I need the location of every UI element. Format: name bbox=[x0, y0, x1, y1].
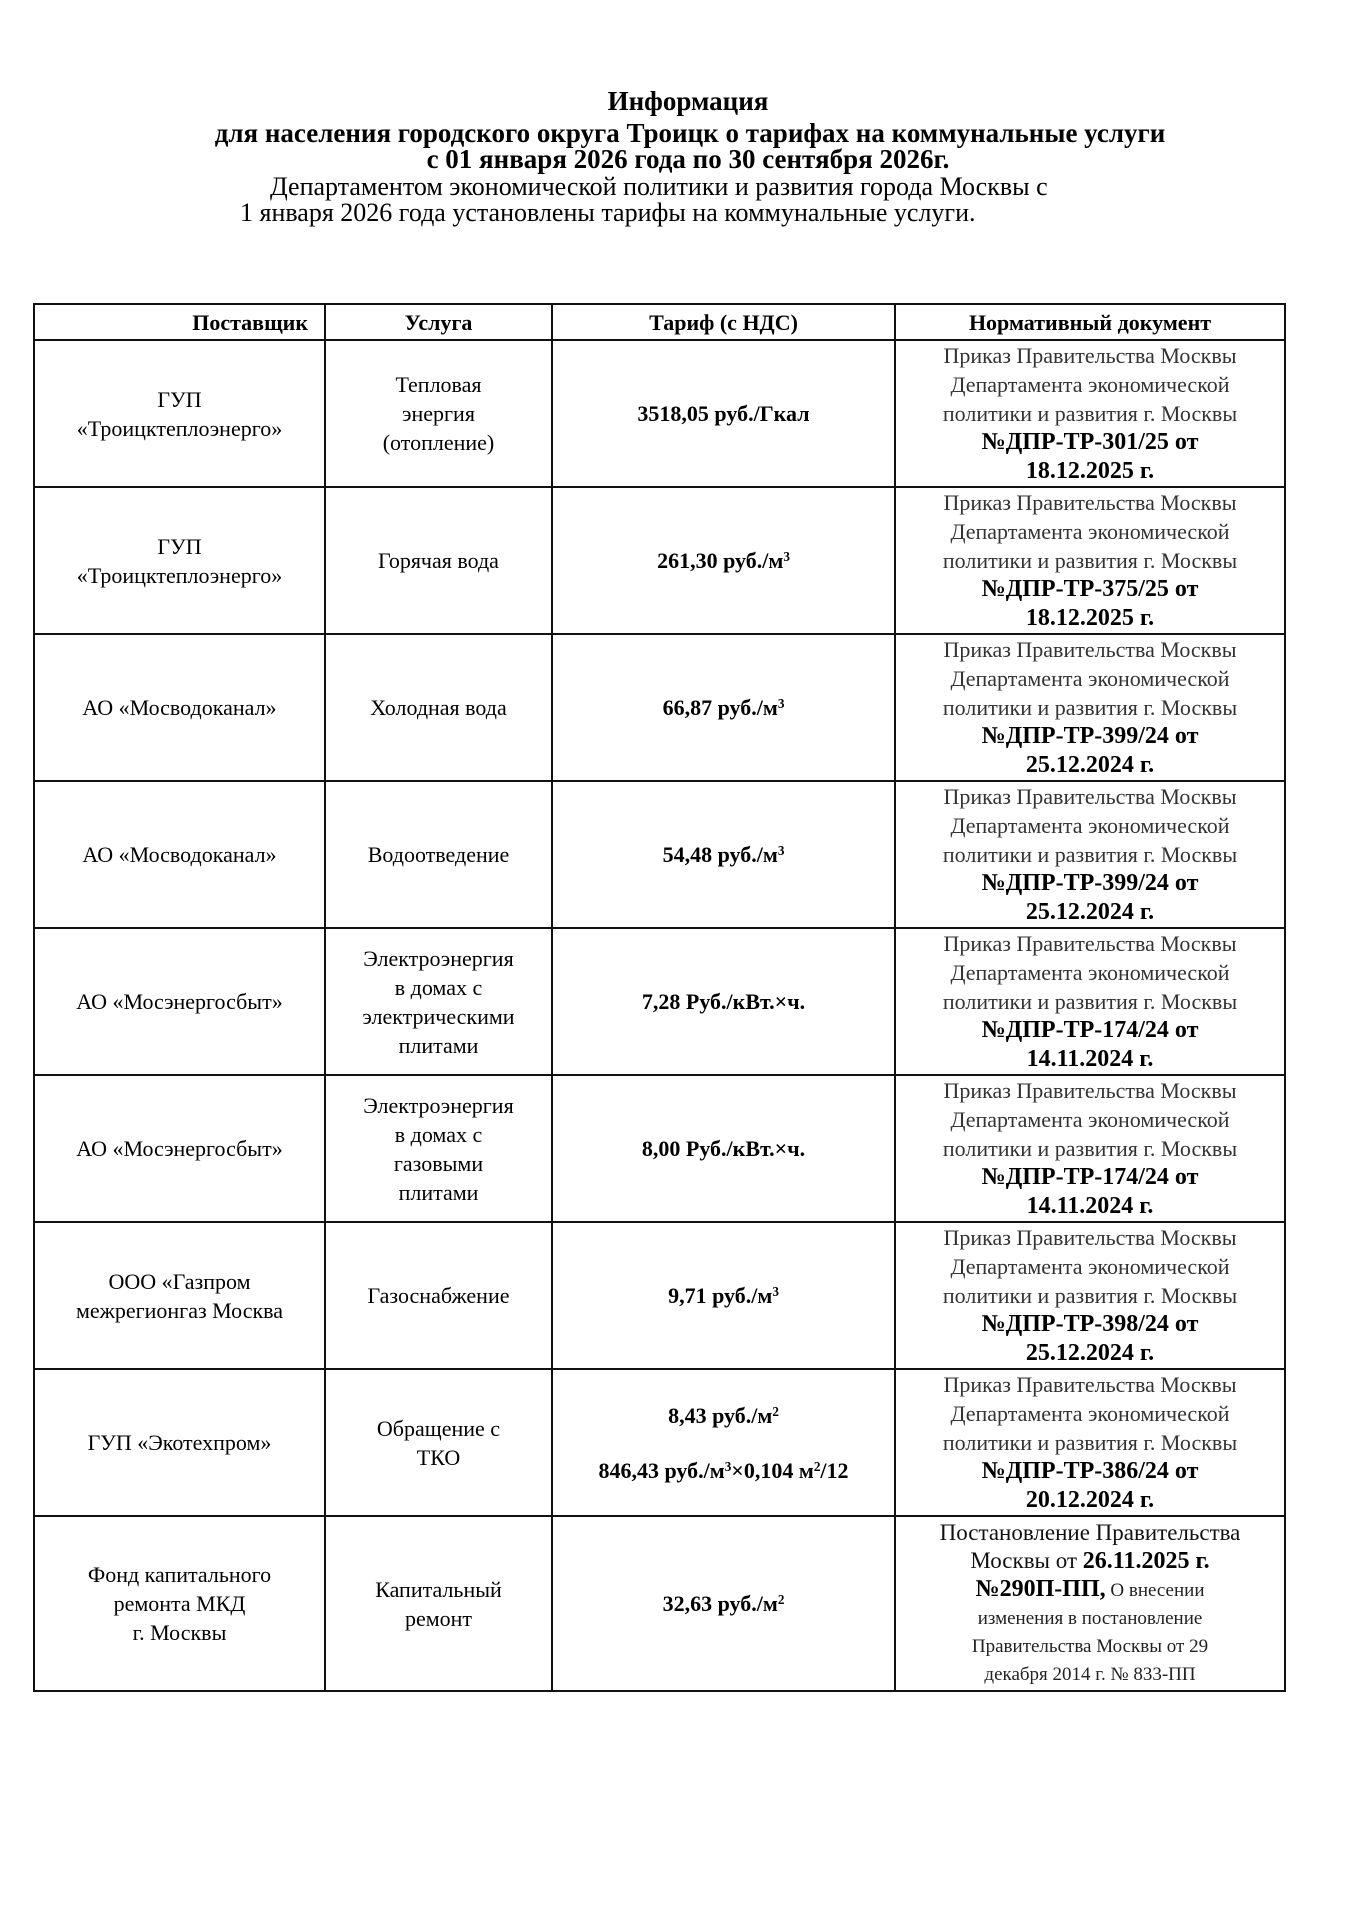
supplier-cell bbox=[34, 928, 325, 1075]
doc-number: №ДПР-ТР-399/24 от bbox=[981, 723, 1199, 749]
doc-issuer-line: политики и развития г. Москвы bbox=[942, 1283, 1238, 1308]
service-line: (отопление) bbox=[382, 430, 495, 455]
service-cell bbox=[325, 340, 552, 487]
table-row bbox=[34, 928, 1285, 1075]
doc-issuer-line: политики и развития г. Москвы bbox=[942, 695, 1238, 720]
tariff-unit-exponent: 3 bbox=[777, 842, 785, 858]
doc-issuer-line: Департамента экономической bbox=[950, 519, 1230, 544]
table-row bbox=[34, 1516, 1285, 1691]
supplier-line: межрегионгаз Москва bbox=[75, 1297, 284, 1323]
service-cell bbox=[325, 928, 552, 1075]
doc-issuer-line: Департамента экономической bbox=[950, 1254, 1230, 1279]
document-cell bbox=[895, 928, 1285, 1075]
doc-number: №ДПР-ТР-386/24 от bbox=[981, 1458, 1199, 1484]
doc-number: №ДПР-ТР-398/24 от bbox=[981, 1311, 1199, 1337]
document-cell bbox=[895, 1222, 1285, 1369]
header-document: Нормативный документ bbox=[895, 304, 1285, 340]
doc-number: №ДПР-ТР-399/24 от bbox=[981, 870, 1199, 896]
doc-date: 18.12.2025 г. bbox=[1025, 605, 1155, 631]
doc-issuer-line: Приказ Правительства Москвы bbox=[943, 490, 1237, 515]
tariff-unit-exponent: 3 bbox=[772, 1283, 779, 1299]
document-cell bbox=[895, 1075, 1285, 1222]
service-line: Электроэнергия bbox=[363, 945, 514, 971]
supplier-cell bbox=[34, 340, 325, 487]
doc-number: №ДПР-ТР-375/25 от bbox=[981, 576, 1199, 602]
tariff-value: 8,00 Руб./кВт.×ч. bbox=[641, 1136, 806, 1161]
tariff-formula: 846,43 $руб./м^3\times 0,104$ $м^2/12$ bbox=[598, 1457, 849, 1483]
supplier-line: ООО «Газпром bbox=[108, 1268, 251, 1294]
doc-line: №290П-ПП, О внесении bbox=[975, 1575, 1205, 1602]
tariff-value: 54,48 $руб./м^3$ bbox=[662, 842, 785, 867]
title-heading: Информация bbox=[607, 86, 769, 116]
tariff-value: 3518,05 руб./Гкал bbox=[637, 401, 810, 426]
supplier-line: АО «Мосводоканал» bbox=[82, 695, 277, 720]
doc-issuer-line: Департамента экономической bbox=[950, 813, 1230, 838]
table-row bbox=[34, 340, 1285, 487]
doc-line: Постановление Правительства bbox=[939, 1519, 1241, 1545]
supplier-line: Фонд капитального bbox=[87, 1562, 272, 1587]
service-line: энергия bbox=[402, 401, 475, 426]
doc-date: 26.11.2025 г. bbox=[1082, 1547, 1210, 1574]
tariff-cell bbox=[552, 781, 895, 928]
service-line: электрическими bbox=[362, 1003, 515, 1029]
doc-date: 14.11.2024 г. bbox=[1026, 1046, 1154, 1072]
tariff-unit-exponent: 3 bbox=[783, 548, 790, 564]
tariff-cell bbox=[552, 1369, 895, 1516]
doc-date: 20.12.2024 г. bbox=[1025, 1487, 1155, 1513]
tariff-unit-exponent: 3 bbox=[777, 695, 785, 711]
doc-issuer-line: Приказ Правительства Москвы bbox=[943, 931, 1237, 956]
intro-line-2: 1 января 2026 года установлены тарифы на коммунальные услуги. bbox=[240, 198, 976, 227]
title-subheading: для населения городского округа Троицк о тарифах на коммунальные услуги bbox=[214, 118, 1166, 148]
doc-date: 25.12.2024 г. bbox=[1025, 752, 1155, 778]
doc-issuer-line: политики и развития г. Москвы bbox=[942, 401, 1238, 426]
doc-line: декабря 2014 г. № 833-ПП bbox=[984, 1663, 1196, 1685]
tariff-value: 8,43 $руб./м^2$ bbox=[668, 1402, 779, 1428]
document-cell bbox=[895, 1516, 1285, 1691]
doc-line: изменения в постановление bbox=[977, 1607, 1203, 1629]
supplier-cell bbox=[34, 1516, 325, 1691]
service-line: газовыми bbox=[393, 1150, 484, 1176]
supplier-cell bbox=[34, 781, 325, 928]
intro-line-1: Департаментом экономической политики и развития города Москвы с bbox=[270, 172, 1048, 201]
service-line: Электроэнергия bbox=[363, 1092, 514, 1118]
supplier-cell bbox=[34, 487, 325, 634]
doc-issuer-line: Департамента экономической bbox=[950, 960, 1230, 985]
tariff-value: 66,87 $руб./м^3$ bbox=[662, 695, 785, 720]
doc-issuer-line: политики и развития г. Москвы bbox=[942, 548, 1238, 573]
tariff-cell bbox=[552, 340, 895, 487]
doc-issuer-line: Приказ Правительства Москвы bbox=[943, 1225, 1237, 1250]
doc-issuer-line: Приказ Правительства Москвы bbox=[943, 1372, 1237, 1397]
service-line: ТКО bbox=[416, 1444, 461, 1470]
supplier-line: ремонта МКД bbox=[113, 1591, 246, 1616]
doc-number: №ДПР-ТР-301/25 от bbox=[981, 429, 1199, 455]
supplier-cell bbox=[34, 1075, 325, 1222]
tariff-cell bbox=[552, 487, 895, 634]
tariff-cell bbox=[552, 928, 895, 1075]
doc-issuer-line: политики и развития г. Москвы bbox=[942, 1430, 1238, 1455]
service-line: Обращение с bbox=[376, 1415, 501, 1441]
table-header-row bbox=[34, 304, 1285, 340]
doc-issuer-line: Приказ Правительства Москвы bbox=[943, 637, 1237, 662]
doc-number: №ДПР-ТР-174/24 от bbox=[981, 1164, 1199, 1190]
service-line: Газоснабжение bbox=[367, 1283, 510, 1308]
service-line: в домах с bbox=[394, 1121, 483, 1147]
service-cell bbox=[325, 1222, 552, 1369]
service-cell bbox=[325, 1516, 552, 1691]
doc-date: 18.12.2025 г. bbox=[1025, 458, 1155, 484]
table-row bbox=[34, 1075, 1285, 1222]
supplier-cell bbox=[34, 634, 325, 781]
doc-issuer-line: Департамента экономической bbox=[950, 1107, 1230, 1132]
service-line: Капитальный bbox=[375, 1576, 502, 1602]
service-cell bbox=[325, 634, 552, 781]
doc-date: 14.11.2024 г. bbox=[1026, 1193, 1154, 1219]
tariff-cell bbox=[552, 1075, 895, 1222]
service-cell bbox=[325, 487, 552, 634]
document-cell bbox=[895, 487, 1285, 634]
doc-issuer-line: Департамента экономической bbox=[950, 1401, 1230, 1426]
doc-issuer-line: Департамента экономической bbox=[950, 666, 1230, 691]
supplier-line: г. Москвы bbox=[132, 1620, 227, 1645]
service-line: Холодная вода bbox=[370, 695, 507, 720]
supplier-cell bbox=[34, 1369, 325, 1516]
doc-number: №290П-ПП, bbox=[975, 1575, 1106, 1602]
supplier-line: ГУП bbox=[157, 386, 202, 412]
header-tariff: Тариф (с НДС) bbox=[552, 304, 895, 340]
service-line: Водоотведение bbox=[367, 842, 510, 867]
header-service: Услуга bbox=[325, 304, 552, 340]
tariff-value: 32,63 $руб./м^2$ bbox=[662, 1591, 785, 1616]
doc-number: №ДПР-ТР-174/24 от bbox=[981, 1017, 1199, 1043]
service-line: в домах с bbox=[394, 974, 483, 1000]
tariff-cell bbox=[552, 634, 895, 781]
service-cell bbox=[325, 1369, 552, 1516]
formula-exponent: 3 bbox=[724, 1458, 732, 1474]
document-cell bbox=[895, 1369, 1285, 1516]
doc-issuer-line: Приказ Правительства Москвы bbox=[943, 784, 1237, 809]
title-period: с 01 января 2026 года по 30 сентября 2026г. bbox=[426, 144, 950, 174]
doc-issuer-line: Приказ Правительства Москвы bbox=[943, 343, 1237, 368]
tariff-unit-exponent: 2 bbox=[777, 1591, 785, 1607]
header-supplier: Поставщик bbox=[34, 304, 325, 340]
supplier-line: АО «Мосэнергосбыт» bbox=[76, 1136, 283, 1161]
service-cell bbox=[325, 1075, 552, 1222]
supplier-line: ГУП «Экотехпром» bbox=[87, 1430, 272, 1455]
table-row bbox=[34, 781, 1285, 928]
service-line: плитами bbox=[398, 1032, 479, 1058]
supplier-line: «Троицктеплоэнерго» bbox=[76, 562, 283, 588]
supplier-cell bbox=[34, 1222, 325, 1369]
supplier-line: «Троицктеплоэнерго» bbox=[76, 415, 283, 441]
table-row bbox=[34, 1222, 1285, 1369]
doc-line: Москвы от 26.11.2025 г. bbox=[970, 1547, 1210, 1574]
tariff-value: 261,30 $руб./м^3$ bbox=[657, 548, 790, 573]
doc-date: 25.12.2024 г. bbox=[1025, 1340, 1155, 1366]
doc-issuer-line: политики и развития г. Москвы bbox=[942, 842, 1238, 867]
service-cell bbox=[325, 781, 552, 928]
supplier-line: ГУП bbox=[157, 533, 202, 559]
table-row bbox=[34, 634, 1285, 781]
doc-issuer-line: Департамента экономической bbox=[950, 372, 1230, 397]
tariff-value: 7,28 Руб./кВт.×ч. bbox=[641, 989, 806, 1014]
service-line: ремонт bbox=[404, 1605, 473, 1631]
tariff-cell bbox=[552, 1516, 895, 1691]
doc-issuer-line: политики и развития г. Москвы bbox=[942, 1136, 1238, 1161]
service-line: Горячая вода bbox=[378, 548, 499, 573]
document-cell bbox=[895, 781, 1285, 928]
formula-exponent: 2 bbox=[813, 1458, 821, 1474]
tariff-value: 9,71 $руб./м^3$ bbox=[668, 1283, 779, 1308]
tariff-cell bbox=[552, 1222, 895, 1369]
doc-line: Правительства Москвы от 29 bbox=[971, 1635, 1209, 1657]
document-cell bbox=[895, 634, 1285, 781]
document-cell bbox=[895, 340, 1285, 487]
supplier-line: АО «Мосводоканал» bbox=[82, 842, 277, 867]
tariffs-table bbox=[33, 303, 1286, 1692]
table-row bbox=[34, 487, 1285, 634]
service-line: Тепловая bbox=[395, 372, 482, 397]
tariff-unit-exponent: 2 bbox=[772, 1403, 779, 1419]
doc-issuer-line: политики и развития г. Москвы bbox=[942, 989, 1238, 1014]
doc-issuer-line: Приказ Правительства Москвы bbox=[943, 1078, 1237, 1103]
service-line: плитами bbox=[398, 1179, 479, 1205]
doc-date: 25.12.2024 г. bbox=[1025, 899, 1155, 925]
supplier-line: АО «Мосэнергосбыт» bbox=[76, 989, 283, 1014]
table-row bbox=[34, 1369, 1285, 1516]
